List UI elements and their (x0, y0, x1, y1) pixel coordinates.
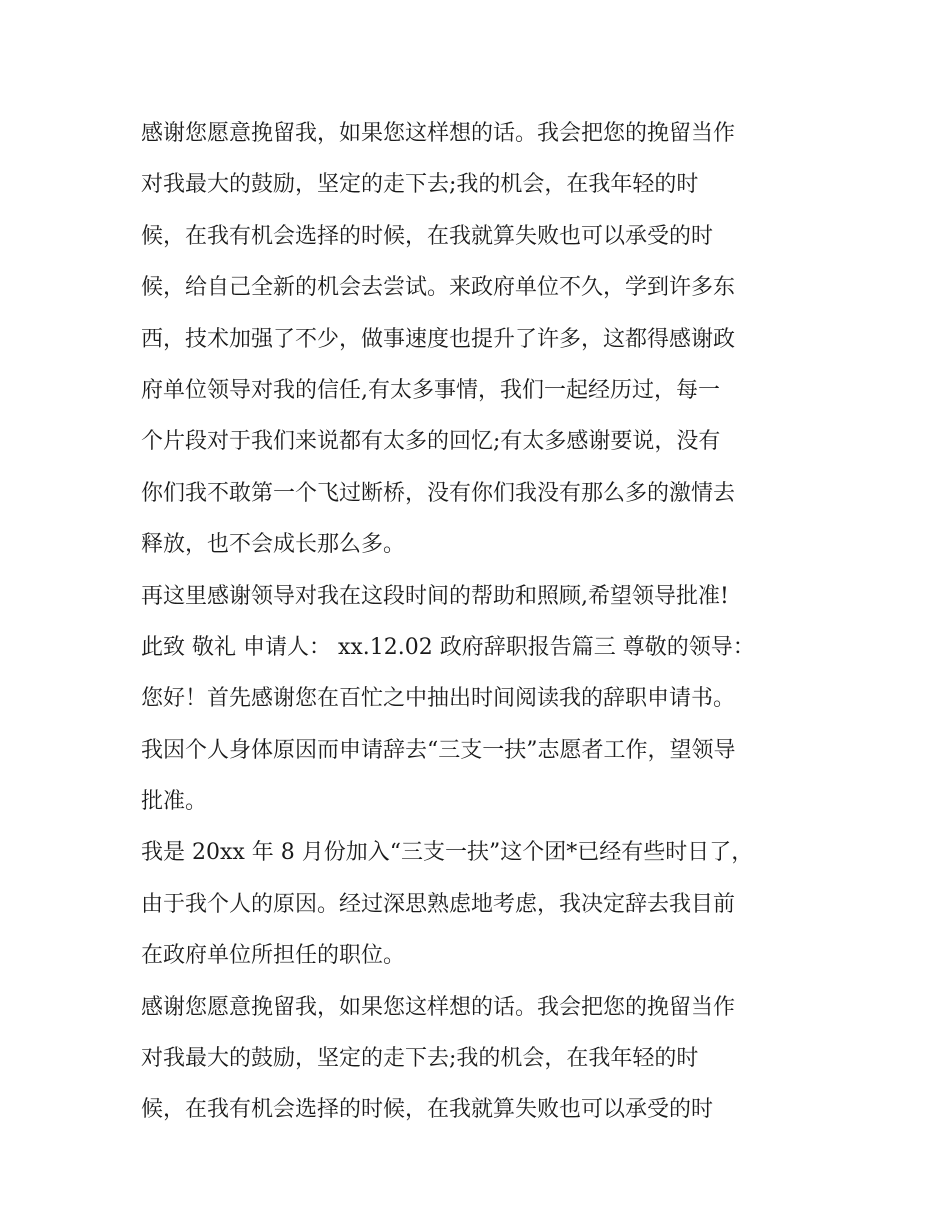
text-line: 我因个人身体原因而申请辞去“三支一扶”志愿者工作，望领导 (141, 737, 736, 763)
text-line: 个片段对于我们来说都有太多的回忆;有太多感谢要说，没有 (141, 429, 721, 455)
text-line: 批准。 (141, 789, 208, 815)
document-body (141, 108, 821, 1136)
text-line: 候，在我有机会选择的时候，在我就算失败也可以承受的时 (141, 1097, 714, 1123)
text-line: 您好！首先感谢您在百忙之中抽出时间阅读我的辞职申请书。 (141, 686, 736, 712)
text-line: 在政府单位所担任的职位。 (141, 943, 406, 969)
text-line: 释放，也不会成长那么多。 (141, 532, 406, 558)
text-line: 再这里感谢领导对我在这段时间的帮助和照顾,希望领导批准! (141, 583, 729, 609)
text-line: 由于我个人的原因。经过深思熟虑地考虑，我决定辞去我目前 (141, 891, 736, 917)
text-line: 西，技术加强了不少，做事速度也提升了许多，这都得感谢政 (141, 326, 736, 352)
text-line: 感谢您愿意挽留我，如果您这样想的话。我会把您的挽留当作 (141, 121, 736, 146)
text-line: 对我最大的鼓励，坚定的走下去;我的机会，在我年轻的时 (141, 1046, 699, 1072)
text-line: 府单位领导对我的信任,有太多事情，我们一起经历过，每一 (141, 377, 720, 403)
text-line: 候，在我有机会选择的时候，在我就算失败也可以承受的时 (141, 223, 714, 249)
text-line: 你们我不敢第一个飞过断桥，没有你们我没有那么多的激情去 (141, 480, 736, 506)
text-line: 此致 敬礼 申请人： xx.12.02 政府辞职报告篇三 尊敬的领导： (141, 634, 755, 660)
text-line: 对我最大的鼓励，坚定的走下去;我的机会，在我年轻的时 (141, 172, 699, 198)
text-line: 我是 20xx 年 8 月份加入“三支一扶”这个团*已经有些时日了， (141, 840, 754, 866)
text-line: 感谢您愿意挽留我，如果您这样想的话。我会把您的挽留当作 (141, 994, 736, 1020)
text-line: 候，给自己全新的机会去尝试。来政府单位不久，学到许多东 (141, 275, 736, 301)
